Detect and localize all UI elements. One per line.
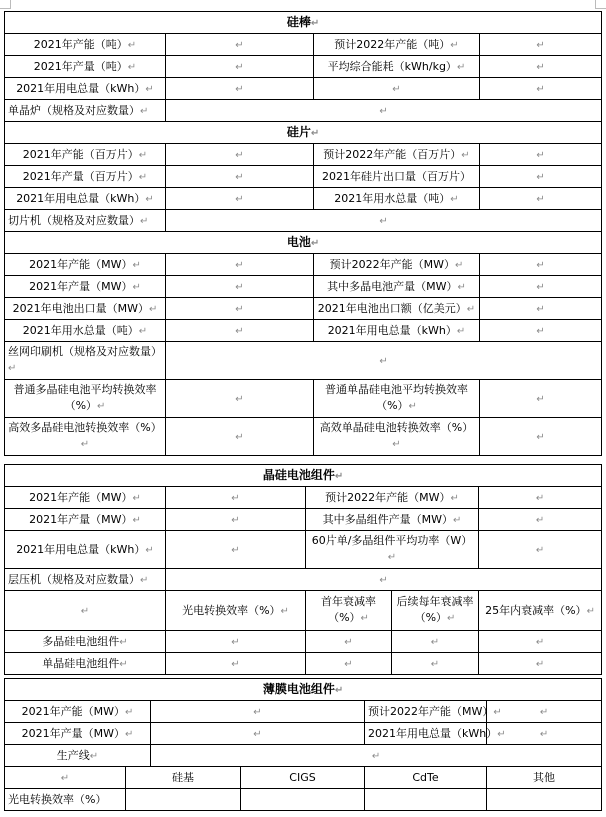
value-cell[interactable]: ↵ [392,631,479,653]
value-cell[interactable]: ↵ [166,276,314,298]
field-label: 预计2022年产能（百万片）↵ [314,144,480,166]
value-cell[interactable]: ↵ [166,487,306,509]
field-label: 2021年硅片出口量（百万片） [314,166,480,188]
row-label: 光电转换效率（%） [5,789,126,811]
value-cell[interactable]: ↵ [306,631,392,653]
field-label: 2021年用电总量（kWh）↵ [5,188,166,210]
field-label: 2021年产量（MW）↵ [5,276,166,298]
value-cell[interactable]: ↵ [480,320,602,342]
field-label: 2021年用电总量（kWh）↵ [314,320,480,342]
value-cell[interactable]: ↵ [166,56,314,78]
silicon-rod-table [4,11,602,122]
field-label: 预计2022年产能（MW）↵ [314,254,480,276]
field-label: 普通单晶硅电池平均转换效率（%）↵ [314,380,480,418]
field-label: 高效单晶硅电池转换效率（%）↵ [314,418,480,456]
value-cell[interactable]: ↵ [480,34,602,56]
field-label: 单晶炉（规格及对应数量）↵ [5,100,166,122]
field-label: 2021年产能（MW）↵ [5,254,166,276]
section-title: 硅棒↵ [5,12,602,34]
value-cell[interactable]: ↵ [480,144,602,166]
corner-mark [0,0,11,9]
field-label: 2021年用水总量（吨）↵ [5,320,166,342]
field-label: 2021年用电总量（kWh）↵ [5,78,166,100]
module-table [4,464,602,675]
value-cell[interactable]: ↵ [151,723,365,745]
field-label: 层压机（规格及对应数量）↵ [5,569,166,591]
value-cell[interactable]: ↵ [166,78,314,100]
field-label: 2021年产量（百万片）↵ [5,166,166,188]
value-cell[interactable]: ↵ [5,591,166,631]
value-cell[interactable]: ↵ [166,531,306,569]
row-label: 单晶硅电池组件↵ [5,653,166,675]
value-cell[interactable]: ↵ [166,509,306,531]
thin-film-table [4,678,602,811]
cell-table [4,231,602,456]
value-cell[interactable] [487,789,602,811]
value-cell[interactable]: ↵ [479,509,602,531]
field-label: 2021年电池出口额（亿美元）↵ [314,298,480,320]
field-label: 丝网印刷机（规格及对应数量）↵ [5,342,166,380]
value-cell[interactable]: ↵ [480,188,602,210]
value-cell[interactable]: ↵ [479,631,602,653]
field-label: 2021年产能（MW）↵ [5,701,151,723]
field-label: 预计2022年产能（MW）↵ [365,701,487,723]
section-title: 晶硅电池组件↵ [5,465,602,487]
column-header: 其他 [487,767,602,789]
field-label: 生产线↵ [5,745,151,767]
field-label: 平均综合能耗（kWh/kg）↵ [314,56,480,78]
column-header: 硅基 [126,767,241,789]
value-cell[interactable] [365,789,487,811]
value-cell[interactable]: ↵ [166,188,314,210]
value-cell[interactable]: ↵ [487,723,602,745]
value-cell[interactable]: ↵ [166,342,602,380]
value-cell[interactable]: ↵ [166,569,602,591]
value-cell[interactable]: ↵ [480,166,602,188]
field-label: 普通多晶硅电池平均转换效率（%）↵ [5,380,166,418]
value-cell[interactable]: ↵ [487,701,602,723]
section-title: 电池↵ [5,232,602,254]
column-header: 后续每年衰减率（%）↵ [392,591,479,631]
wafer-table [4,121,602,232]
field-label: 高效多晶硅电池转换效率（%）↵ [5,418,166,456]
field-label: 切片机（规格及对应数量）↵ [5,210,166,232]
field-label: 2021年产量（MW）↵ [5,509,166,531]
value-cell[interactable]: ↵ [166,320,314,342]
value-cell[interactable]: ↵ [480,56,602,78]
value-cell[interactable]: ↵ [5,767,126,789]
value-cell[interactable] [126,789,241,811]
value-cell[interactable]: ↵ [166,298,314,320]
column-header: 25年内衰减率（%）↵ [479,591,602,631]
value-cell[interactable]: ↵ [166,210,602,232]
value-cell[interactable]: ↵ [166,653,306,675]
value-cell[interactable]: ↵ [166,380,314,418]
value-cell[interactable]: ↵ [314,78,480,100]
field-label: 60片单/多晶组件平均功率（W）↵ [306,531,479,569]
value-cell[interactable]: ↵ [480,418,602,456]
value-cell[interactable]: ↵ [392,653,479,675]
value-cell[interactable]: ↵ [479,487,602,509]
value-cell[interactable]: ↵ [166,631,306,653]
value-cell[interactable]: ↵ [166,166,314,188]
value-cell[interactable]: ↵ [166,100,602,122]
field-label: 2021年用电总量（kWh）↵ [5,531,166,569]
field-label: 2021年用水总量（吨）↵ [314,188,480,210]
value-cell[interactable]: ↵ [166,144,314,166]
field-label: 预计2022年产能（MW）↵ [306,487,479,509]
value-cell[interactable]: ↵ [480,298,602,320]
value-cell[interactable]: ↵ [480,78,602,100]
corner-mark [595,0,606,9]
column-header: CIGS [241,767,365,789]
field-label: 2021年电池出口量（MW）↵ [5,298,166,320]
field-label: 2021年产量（吨）↵ [5,56,166,78]
value-cell[interactable]: ↵ [480,380,602,418]
value-cell[interactable]: ↵ [479,653,602,675]
value-cell[interactable]: ↵ [480,254,602,276]
value-cell[interactable]: ↵ [479,531,602,569]
row-label: 多晶硅电池组件↵ [5,631,166,653]
value-cell[interactable] [241,789,365,811]
field-label: 预计2022年产能（吨）↵ [314,34,480,56]
field-label: 2021年产能（吨）↵ [5,34,166,56]
field-label: 其中多晶组件产量（MW）↵ [306,509,479,531]
value-cell[interactable]: ↵ [166,254,314,276]
value-cell[interactable]: ↵ [306,653,392,675]
field-label: 其中多晶电池产量（MW）↵ [314,276,480,298]
field-label: 2021年用电总量（kWh）↵ [365,723,487,745]
field-label: 2021年产能（MW）↵ [5,487,166,509]
value-cell[interactable]: ↵ [166,418,314,456]
field-label: 2021年产能（百万片）↵ [5,144,166,166]
value-cell[interactable]: ↵ [151,701,365,723]
column-header: 首年衰减率（%）↵ [306,591,392,631]
column-header: CdTe [365,767,487,789]
column-header: 光电转换效率（%）↵ [166,591,306,631]
value-cell[interactable]: ↵ [480,276,602,298]
section-title: 薄膜电池组件↵ [5,679,602,701]
value-cell[interactable]: ↵ [151,745,602,767]
value-cell[interactable]: ↵ [166,34,314,56]
field-label: 2021年产量（MW）↵ [5,723,151,745]
section-title: 硅片↵ [5,122,602,144]
